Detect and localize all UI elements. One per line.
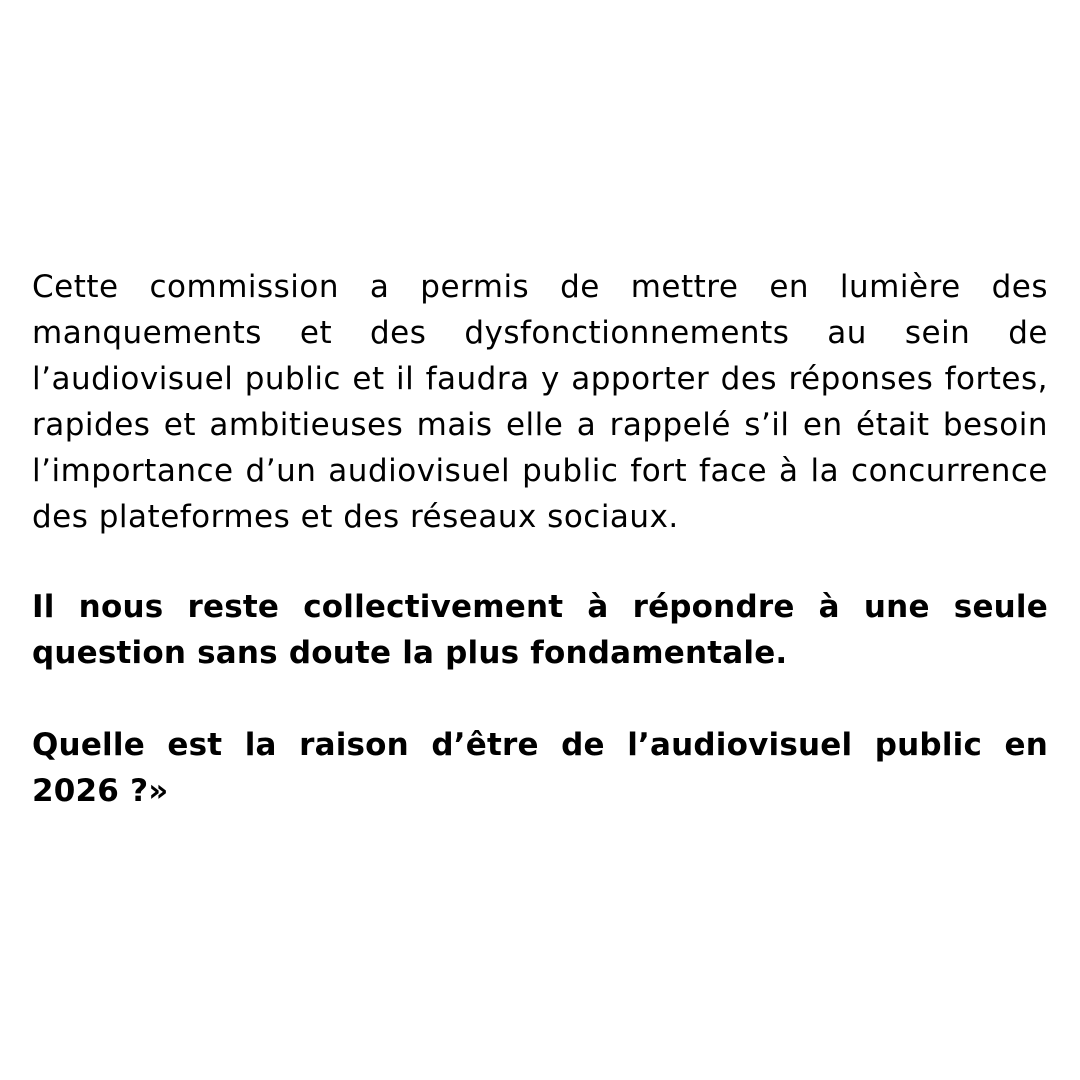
quote-text-block — [32, 264, 1048, 814]
body-paragraph: Cette commission a permis de mettre en lumière des manquements et des dysfonctionnements au sein de l’audiovisuel public et il faudra y apporter des réponses fortes, rapides et ambitieuses mais elle a rappelé s’il en était besoin l’importance d’un audiovisuel public fort face à la concurrence des plateformes et des réseaux sociaux. — [32, 269, 1048, 535]
emphasis-paragraph: Il nous reste collectivement à répondre à une seule question sans doute la plus fondamentale. — [32, 589, 1048, 671]
closing-question: Quelle est la raison d’être de l’audiovisuel public en 2026 ?» — [32, 727, 1048, 809]
